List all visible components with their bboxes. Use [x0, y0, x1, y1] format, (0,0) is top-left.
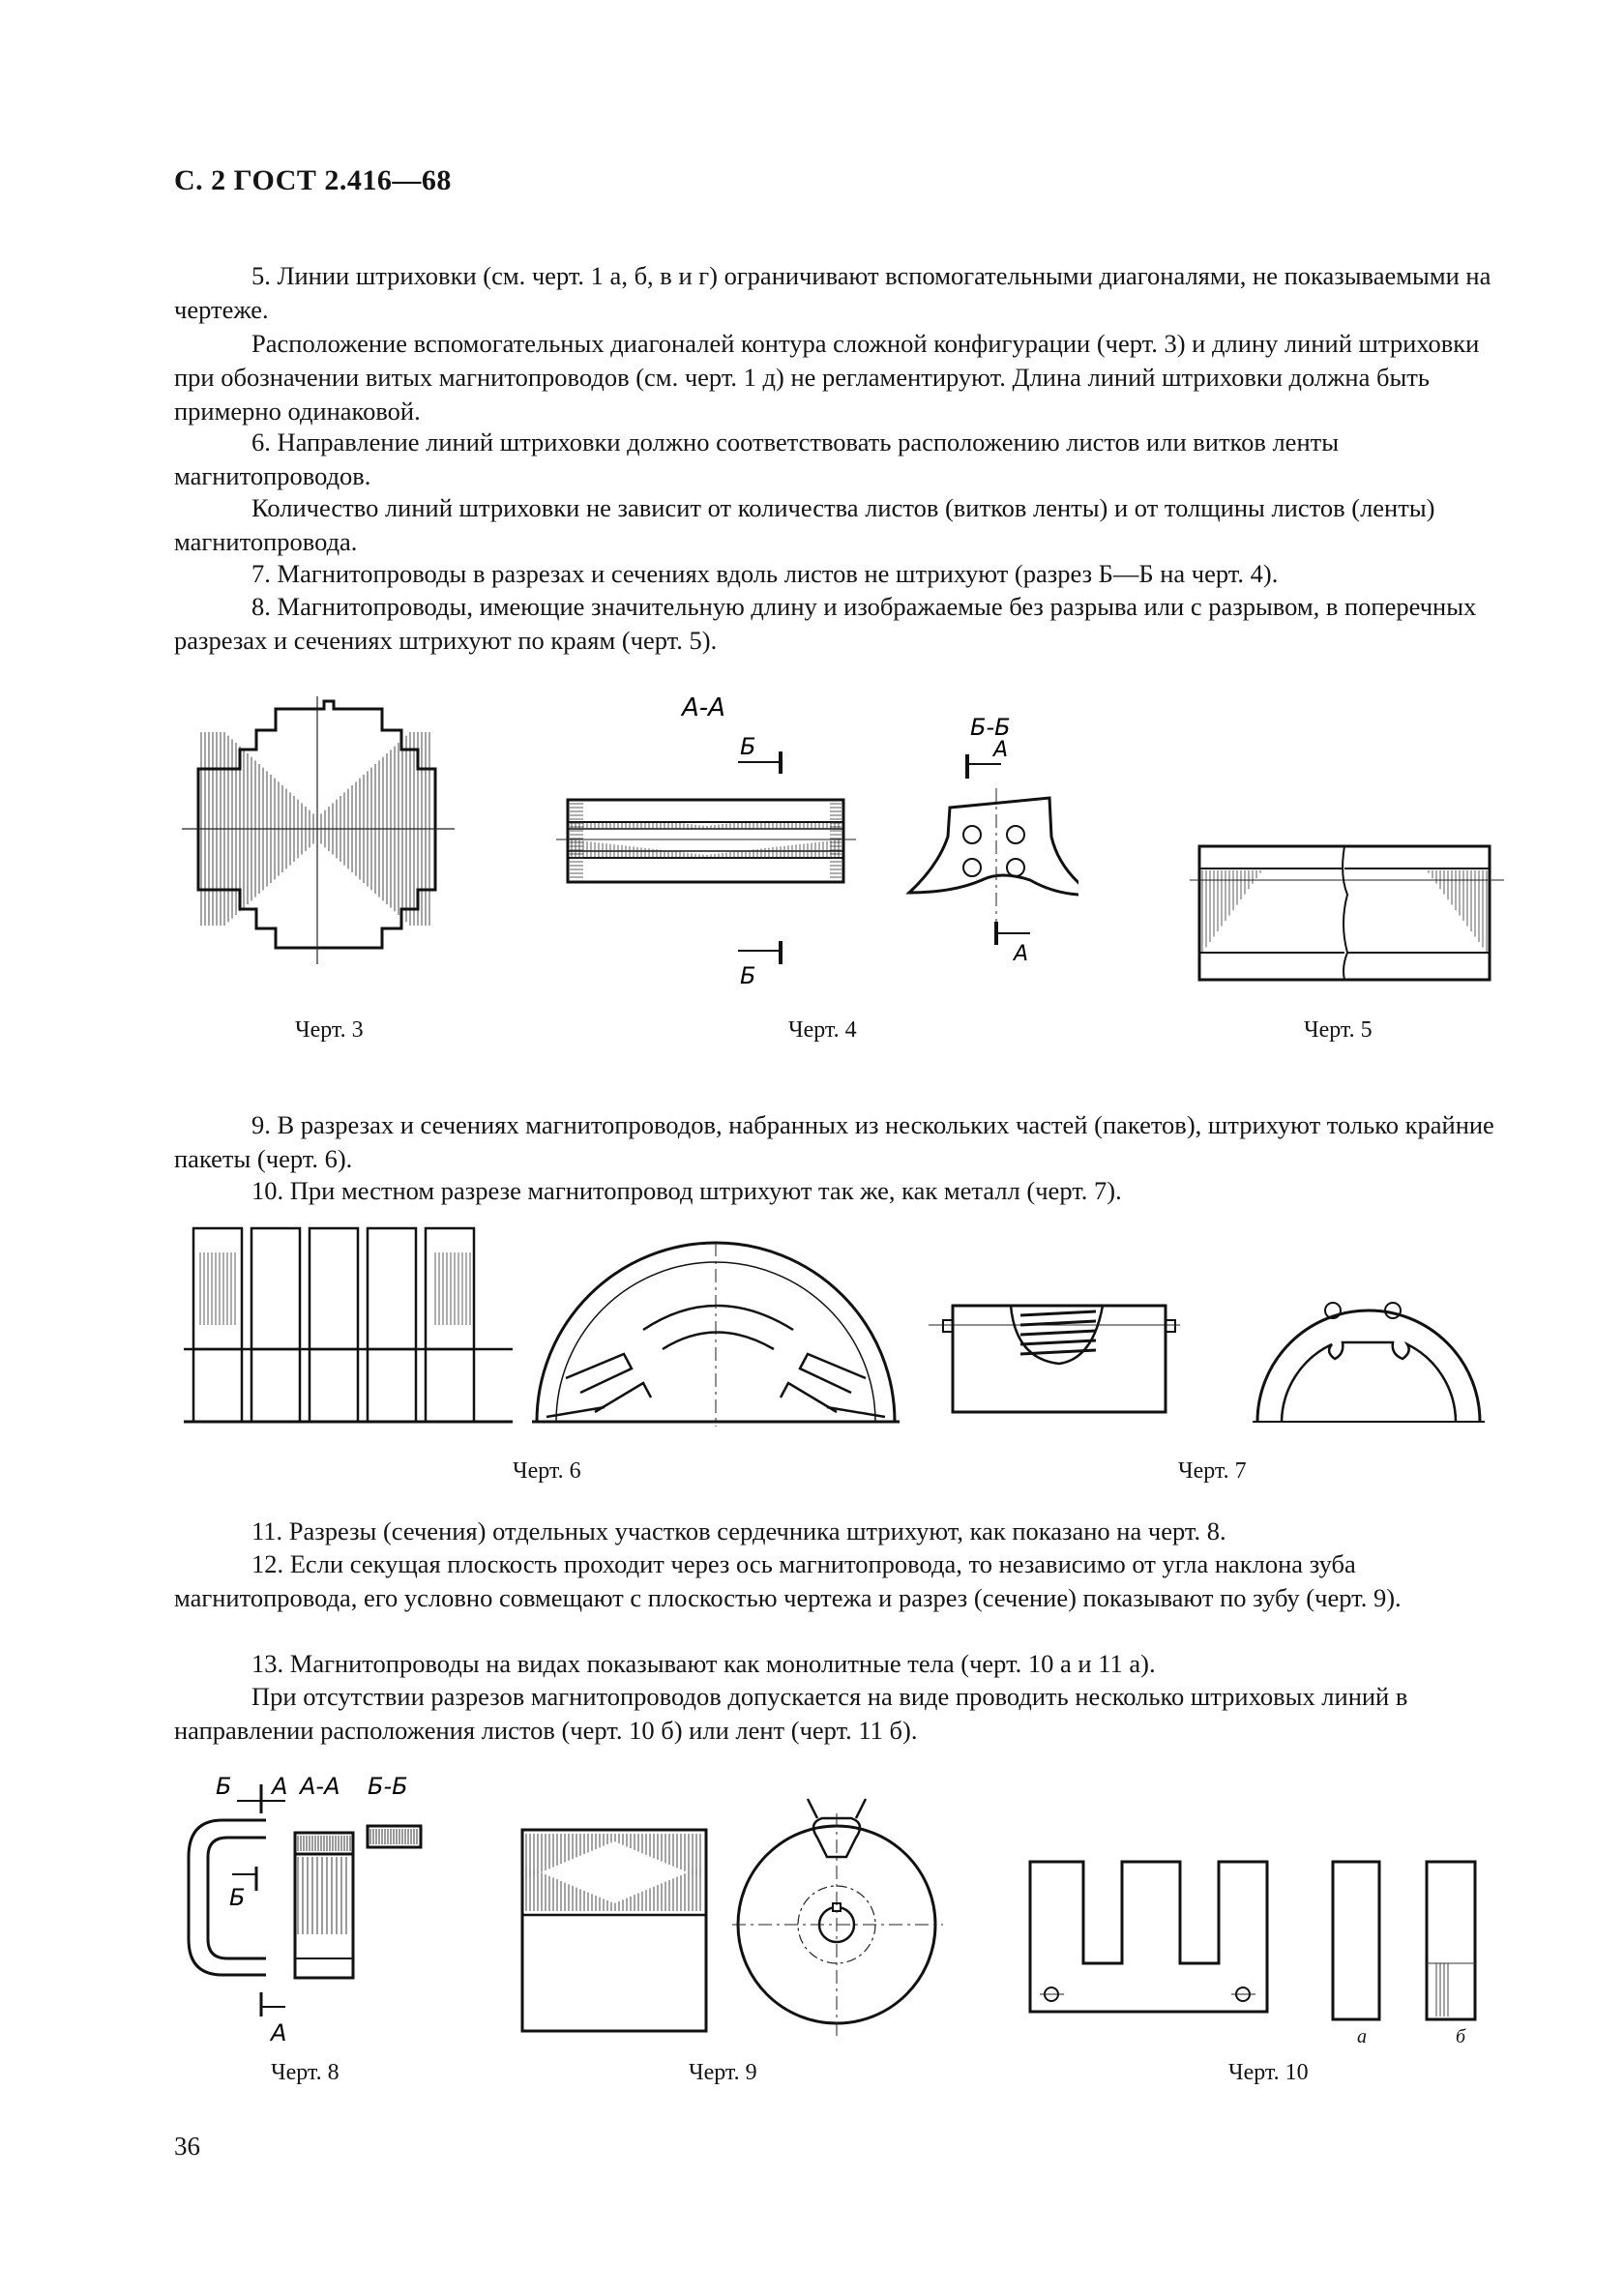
- label-sub-b: б: [1456, 2026, 1466, 2047]
- figure-6-stator-drawing: [527, 1223, 904, 1431]
- paragraph-6: 6. Направление линий штриховки должно соответствовать расположению листов или витков ленты магнитопроводов.: [174, 427, 1340, 490]
- figure-8-drawing: [179, 1760, 459, 2050]
- label-a-fig8: А: [272, 1773, 288, 1800]
- caption-figure-6: Черт. 6: [513, 1458, 581, 1484]
- caption-figure-4: Черт. 4: [788, 1017, 857, 1043]
- label-b-bottom: Б: [740, 962, 756, 989]
- figure-9-drawing: [517, 1780, 943, 2050]
- figure-7-bar-drawing: [924, 1248, 1185, 1427]
- label-aa-fig8: А-А: [300, 1773, 340, 1800]
- paragraph-11: 11. Разрезы (сечения) отдельных участков сердечника штрихуют, как показано на черт. 8.: [251, 1516, 1226, 1545]
- figure-3-drawing: [174, 692, 474, 972]
- paragraph-7: 7. Магнитопроводы в разрезах и сечениях вдоль листов не штрихуют (разрез Б—Б на черт. 4).: [251, 559, 1279, 588]
- label-a-top: А: [993, 738, 1009, 762]
- paragraph-6-cont: Количество линий штриховки не зависит от количества листов (витков ленты) и от толщины листов (ленты) магнитопровода.: [174, 493, 1435, 556]
- figure-4-drawing: [556, 692, 1078, 991]
- figure-6-packets-drawing: [184, 1223, 513, 1431]
- paragraph-8: 8. Магнитопроводы, имеющие значительную длину и изображаемые без разрыва или с разрывом, в поперечных разрезах и сечениях штрихуют по краям (черт. 5).: [174, 592, 1477, 655]
- label-b-fig8: Б: [216, 1773, 232, 1800]
- caption-figure-10: Черт. 10: [1228, 2060, 1309, 2085]
- caption-figure-7: Черт. 7: [1178, 1458, 1247, 1484]
- paragraph-12: 12. Если секущая плоскость проходит через ось магнитопровода, то независимо от угла наклона зуба магнитопровода, его условно совмещают с плоскостью чертежа и разрез (сечение) показывают по зубу (черт. 9).: [174, 1549, 1402, 1612]
- page-header: С. 2 ГОСТ 2.416—68: [174, 164, 452, 196]
- paragraph-13-cont: При отсутствии разрезов магнитопроводов допускается на виде проводить несколько штриховых линий в направлении расположения листов (черт. 10 б) или лент (черт. 11 б).: [174, 1682, 1408, 1745]
- figure-10-drawing: [1025, 1847, 1519, 2021]
- figure-5-drawing: [1185, 837, 1514, 991]
- page-number: 36: [174, 2132, 200, 2161]
- label-bb: Б-Б: [970, 714, 1011, 741]
- figure-7-arch-drawing: [1248, 1277, 1490, 1431]
- caption-figure-8: Черт. 8: [271, 2060, 340, 2085]
- paragraph-5-cont: Расположение вспомогательных диагоналей контура сложной конфигурации (черт. 3) и длину линий штриховки при обозначении витых магнитопроводов (см. черт. 1 д) не регламентируют. Длина линий штриховки должна быть примерно одинаковой.: [174, 329, 1480, 426]
- label-bb-fig8: Б-Б: [368, 1773, 408, 1800]
- paragraph-13: 13. Магнитопроводы на видах показывают как монолитные тела (черт. 10 а и 11 а).: [251, 1649, 1156, 1678]
- label-b-top: Б: [740, 733, 756, 760]
- caption-figure-9: Черт. 9: [689, 2060, 757, 2085]
- label-a-bottom: А: [1014, 942, 1029, 966]
- paragraph-9: 9. В разрезах и сечениях магнитопроводов, набранных из нескольких частей (пакетов), штрихуют только крайние пакеты (черт. 6).: [174, 1110, 1494, 1173]
- caption-figure-3: Черт. 3: [295, 1017, 364, 1043]
- paragraph-10: 10. При местном разрезе магнитопровод штрихуют так же, как металл (черт. 7).: [251, 1176, 1122, 1205]
- label-aa: А-А: [682, 693, 725, 722]
- paragraph-5: 5. Линии штриховки (см. черт. 1 а, б, в и г) ограничивают вспомогательными диагоналями, не показываемыми на чертеже.: [174, 261, 1491, 324]
- label-a-side: А: [271, 2019, 287, 2046]
- caption-figure-5: Черт. 5: [1304, 1017, 1373, 1043]
- label-sub-a: а: [1357, 2026, 1367, 2047]
- label-b-side: Б: [229, 1884, 246, 1911]
